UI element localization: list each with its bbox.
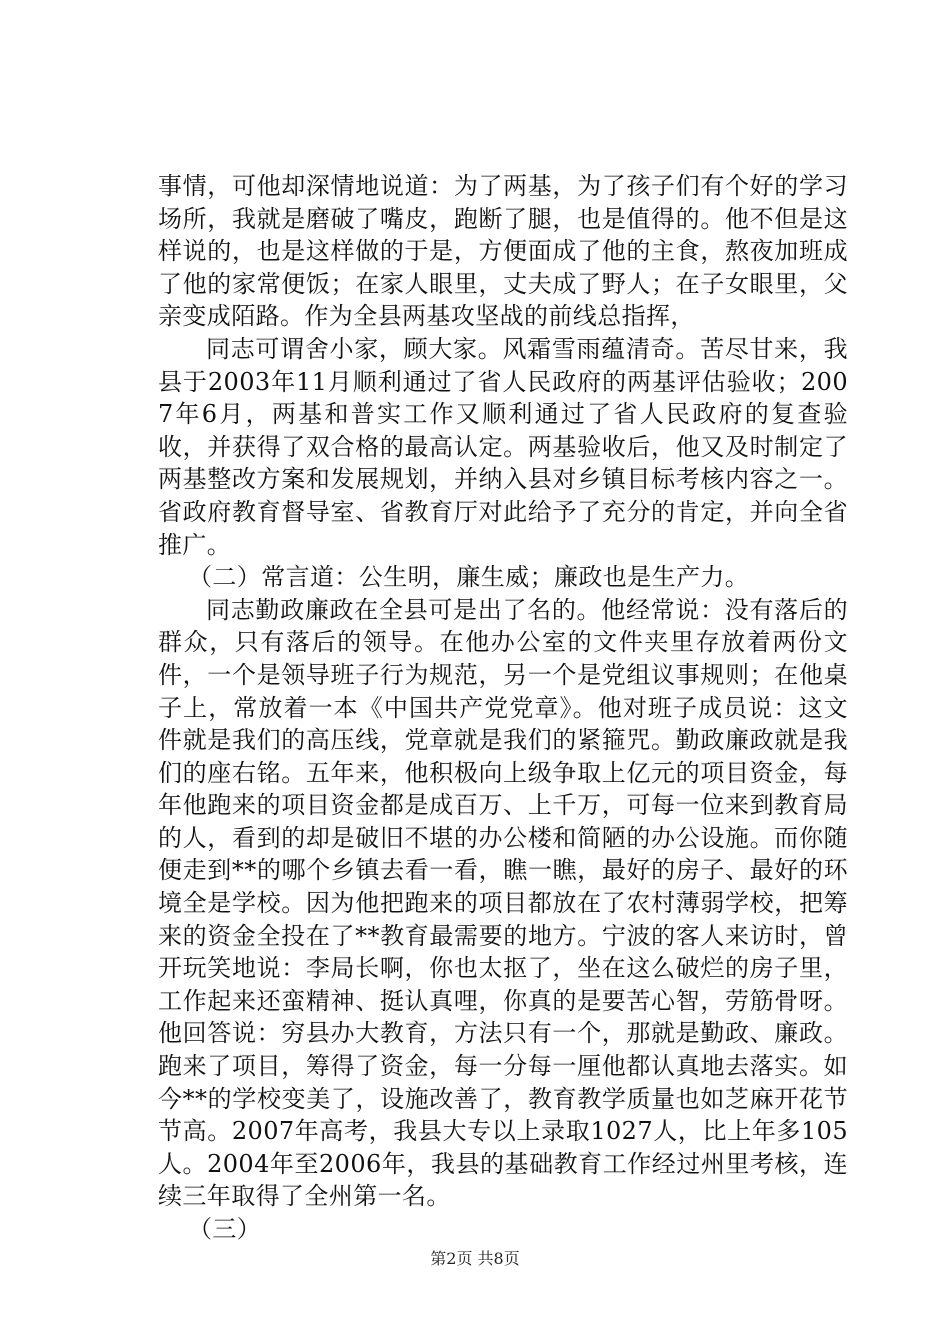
section-heading-three: （三）: [188, 1215, 262, 1243]
paragraph-integrity: 同志勤政廉政在全县可是出了名的。他经常说：没有落后的群众，只有落后的领导。在他办公室的文件夹里存放着两份文件，一个是领导班子行为规范，另一个是党组议事规则；在他桌子上，常放着一本《中国共产党党章》。他对班子成员说：这文件就是我们的高压线，党章就是我们的紧箍咒。勤政廉政就是我们的座右铭。五年来，他积极向上级争取上亿元的项目资金，每年他跑来的项目资金都是成百万、上千万，可每一位来到教育局的人，看到的却是破旧不堪的办公楼和简陋的办公设施。而你随便走到**的哪个乡镇去看一看，瞧一瞧，最好的房子、最好的环境全是学校。因为他把跑来的项目都放在了农村薄弱学校，把筹来的资金全投在了**教育最需要的地方。宁波的客人来访时，曾开玩笑地说：李局长啊，你也太抠了，坐在这么破烂的房子里，工作起来还蛮精神、挺认真哩，你真的是要苦心智，劳筋骨呀。他回答说：穷县办大教育，方法只有一个，那就是勤政、廉政。跑来了项目，筹得了资金，每一分每一厘他都认真地去落实。如今**的学校变美了，设施改善了，教育教学质量也如芝麻开花节节高。2007年高考，我县大专以上录取1027人，比上年多105人。2004年至2006年，我县的基础教育工作经过州里考核，连续三年取得了全州第一名。: [158, 595, 848, 1211]
document-body: [158, 170, 848, 1246]
paragraph-continuation: 事情，可他却深情地说道：为了两基，为了孩子们有个好的学习场所，我就是磨破了嘴皮，跑断了腿，也是值得的。他不但是这样说的，也是这样做的于是，方便面成了他的主食，熬夜加班成了他的家常便饭；在家人眼里，丈夫成了野人；在子女眼里，父亲变成陌路。作为全县两基攻坚战的前线总指挥，: [158, 172, 848, 331]
page-footer: [0, 1246, 950, 1269]
page-number: 第2页 共8页: [430, 1249, 520, 1268]
paragraph-achievements: 同志可谓舍小家，顾大家。风霜雪雨蕴清奇。苦尽甘来，我县于2003年11月顺利通过了省人民政府的两基评估验收；2007年6月，两基和普实工作又顺利通过了省人民政府的复查验收，并获得了双合格的最高认定。两基验收后，他又及时制定了两基整改方案和发展规划，并纳入县对乡镇目标考核内容之一。省政府教育督导室、省教育厅对此给予了充分的肯定，并向全省推广。: [158, 334, 848, 559]
section-heading-two: （二）常言道：公生明，廉生威；廉政也是生产力。: [188, 563, 750, 592]
